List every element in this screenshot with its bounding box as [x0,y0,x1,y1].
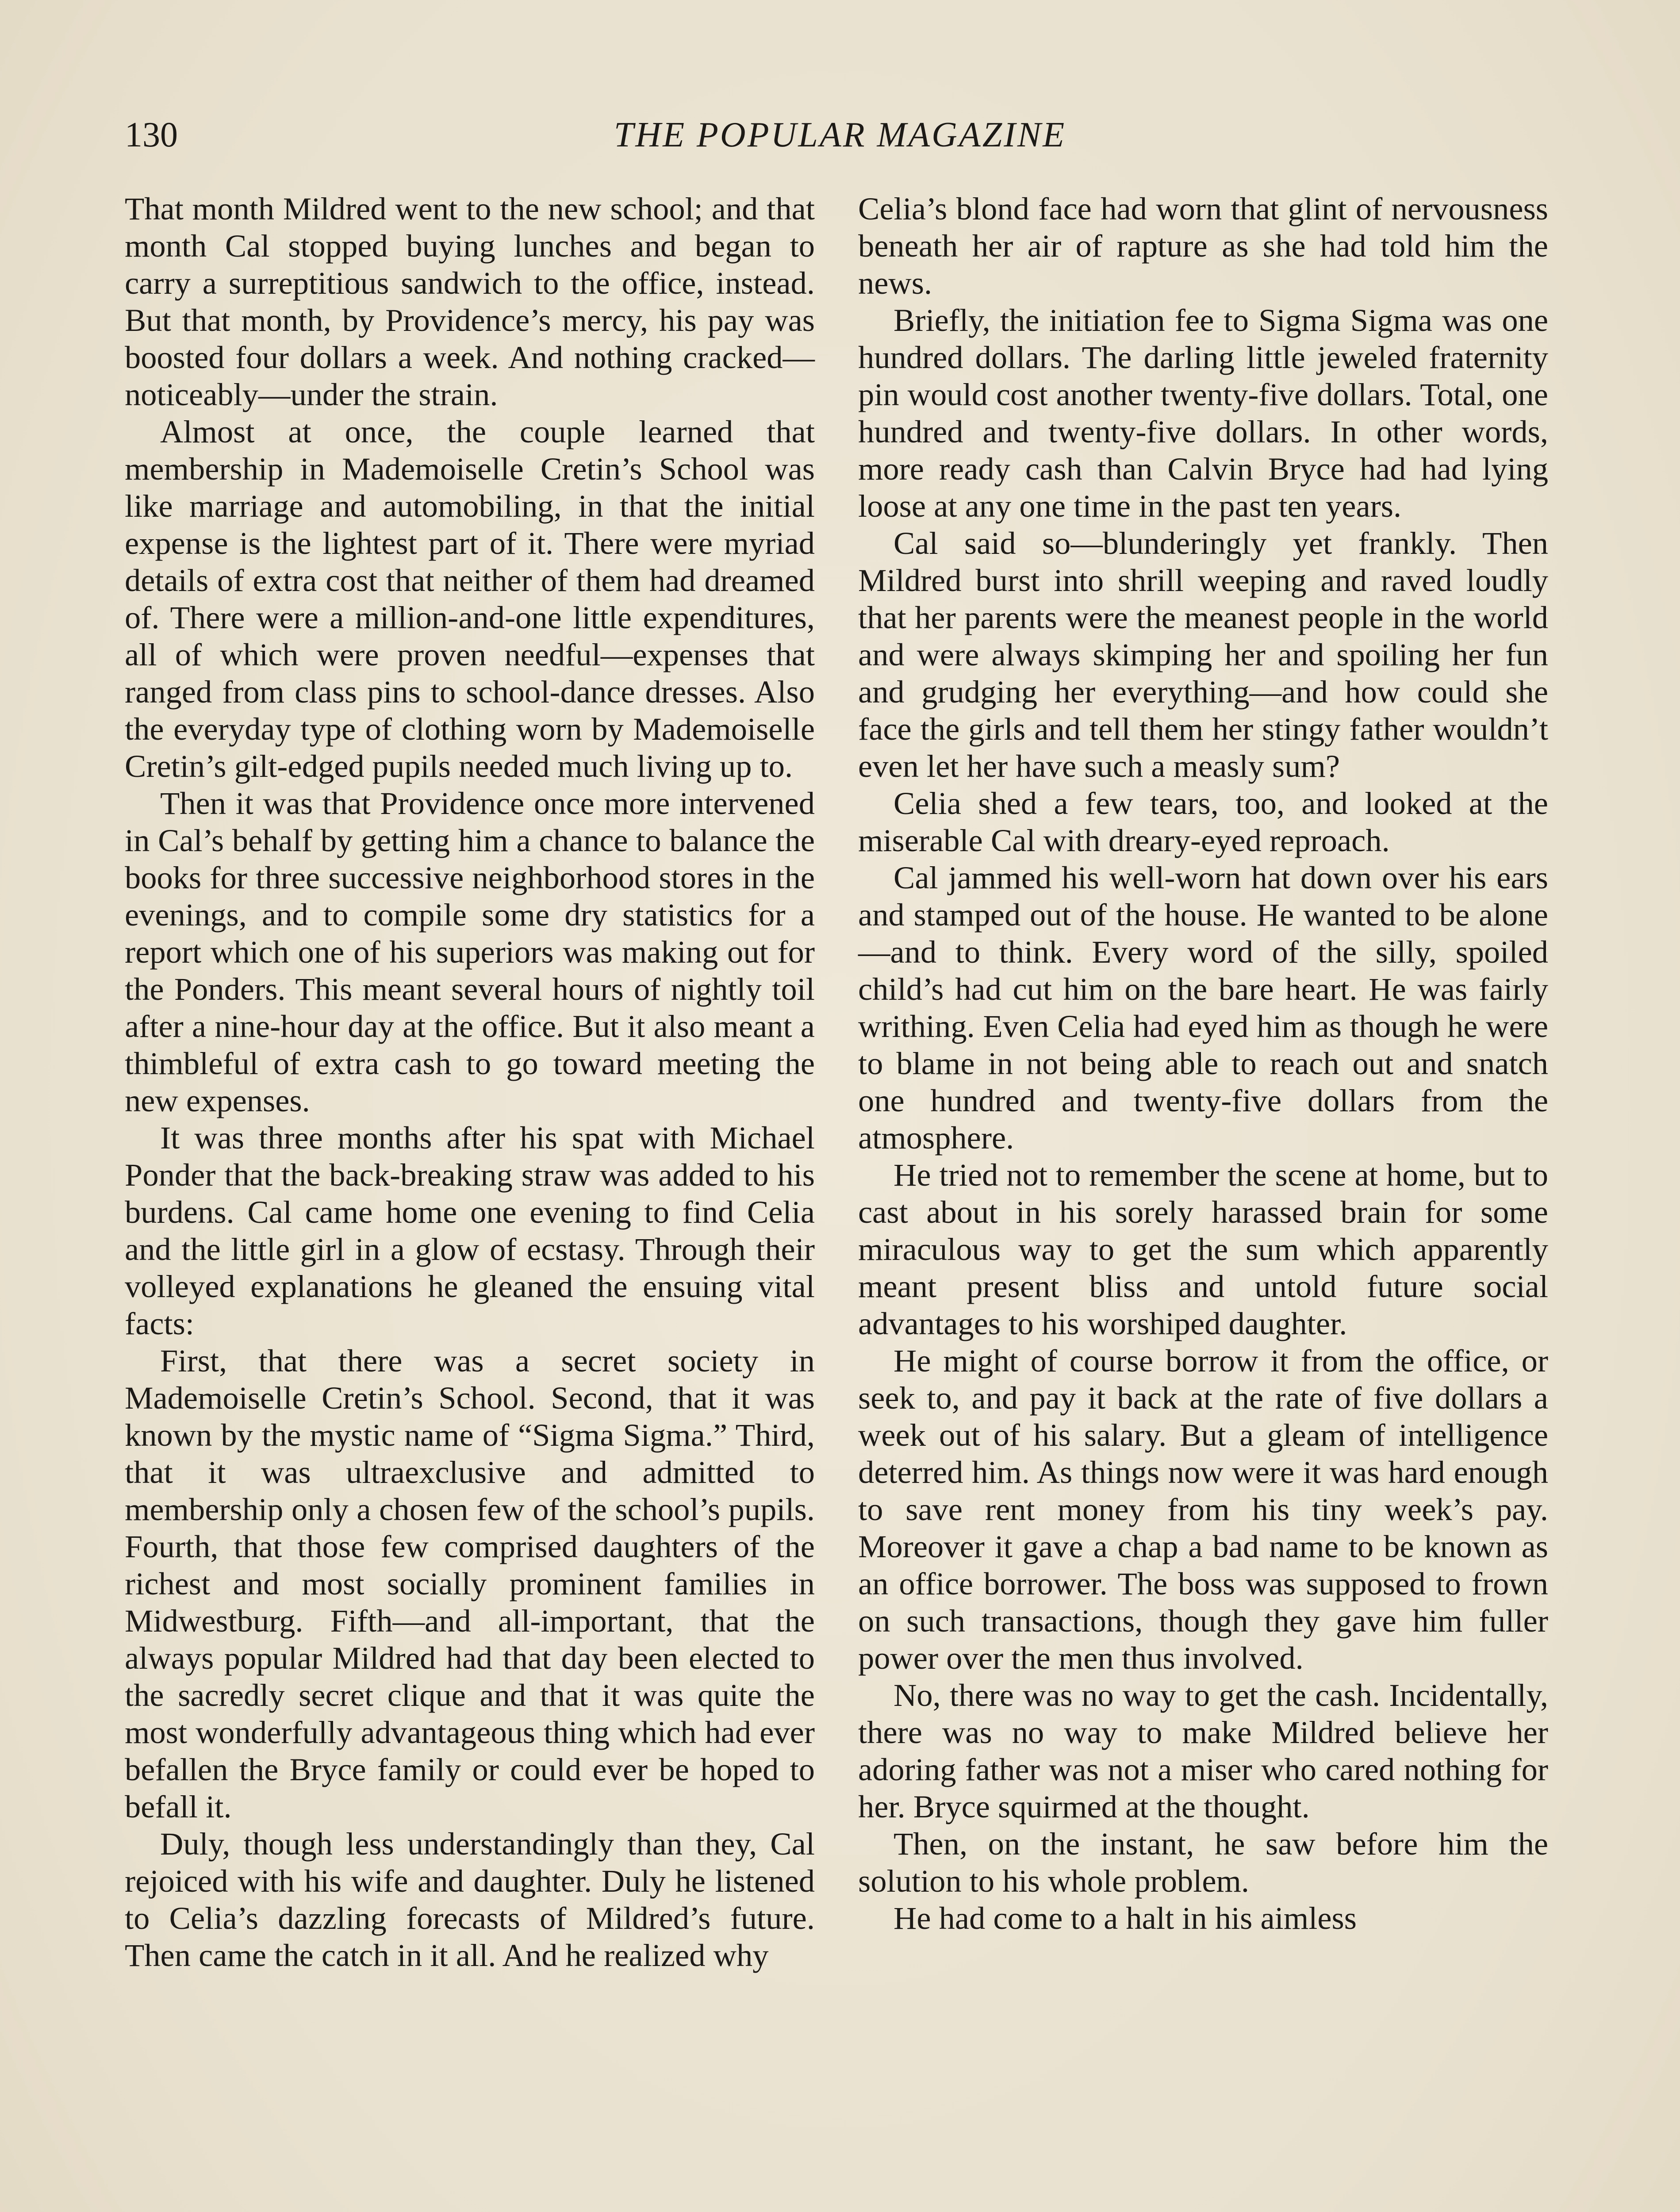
paragraph: Almost at once, the couple learned that membership in Mademoiselle Cretin’s School was like marriage and automobiling, in that the initial expense is the lightest part of it. There were myriad details of extra cost that neither of them had dreamed of. There were a million-and-one little expenditures, all of which were proven needful—expenses that ranged from class pins to school-dance dresses. Also the everyday type of clothing worn by Mademoiselle Cretin’s gilt-edged pupils needed much living up to. [125,414,815,784]
paragraph: Duly, though less understandingly than they, Cal rejoiced with his wife and daughter. Duly he listened to Celia’s dazzling forecasts of Mildred’s future. Then came the catch in it all. And he realized why [125,1826,815,1973]
paragraph: He had come to a halt in his aimless [894,1900,1357,1936]
paragraph: Celia’s blond face had worn that glint of nervousness beneath her air of rapture as she had told him the news. [858,191,1548,301]
left-column [125,190,815,1974]
paragraph: Then, on the instant, he saw before him the solution to his whole problem. [858,1826,1548,1899]
paragraph: Cal said so—blunderingly yet frankly. Then Mildred burst into shrill weeping and raved loudly that her parents were the meanest people in the world and were always skimping her and spoiling her fun and grudging her everything—and how could she face the girls and tell them her stingy father wouldn’t even let her have such a measly sum? [858,525,1548,784]
paragraph: He tried not to remember the scene at home, but to cast about in his sorely harassed brain for some miraculous way to get the sum which apparently meant present bliss and untold future social advantages to his worshiped daughter. [858,1157,1548,1341]
paragraph: It was three months after his spat with Michael Ponder that the back-breaking straw was added to his burdens. Cal came home one evening to find Celia and the little girl in a glow of ecstasy. Through their volleyed explanations he gleaned the ensuing vital facts: [125,1120,815,1341]
right-column [858,190,1548,1937]
page-number: 130 [125,115,178,154]
paragraph: Cal jammed his well-worn hat down over his ears and stamped out of the house. He wanted to be alone—and to think. Every word of the silly, spoiled child’s had cut him on the bare heart. He was fairly writhing. Even Celia had eyed him as though he were to blame in not being able to reach out and snatch one hundred and twenty-five dollars from the atmosphere. [858,860,1548,1156]
paragraph: That month Mildred went to the new school; and that month Cal stopped buying lunches and began to carry a surreptitious sandwich to the office, instead. But that month, by Providence’s mercy, his pay was boosted four dollars a week. And nothing cracked—noticeably—under the strain. [125,191,815,412]
paragraph: He might of course borrow it from the office, or seek to, and pay it back at the rate of five dollars a week out of his salary. But a gleam of intelligence deterred him. As things now were it was hard enough to save rent money from his tiny week’s pay. Moreover it gave a chap a bad name to be known as an office borrower. The boss was supposed to frown on such transactions, though they gave him fuller power over the men thus involved. [858,1343,1548,1676]
paragraph: First, that there was a secret society in Mademoiselle Cretin’s School. Second, that it was known by the mystic name of “Sigma Sigma.” Third, that it was ultraexclusive and admitted to membership only a chosen few of the school’s pupils. Fourth, that those few comprised daughters of the richest and most socially prominent families in Midwestburg. Fifth—and all-important, that the always popular Mildred had that day been elected to the sacredly secret clique and that it was quite the most wonderfully advantageous thing which had ever befallen the Bryce family or could ever be hoped to befall it. [125,1343,815,1824]
page-header [125,111,1555,159]
paragraph: No, there was no way to get the cash. Incidentally, there was no way to make Mildred believe her adoring father was not a miser who cared nothing for her. Bryce squirmed at the thought. [858,1677,1548,1824]
paragraph: Briefly, the initiation fee to Sigma Sigma was one hundred dollars. The darling little jeweled fraternity pin would cost another twenty-five dollars. Total, one hundred and twenty-five dollars. In other words, more ready cash than Calvin Bryce had had lying loose at any one time in the past ten years. [858,302,1548,524]
paragraph: Celia shed a few tears, too, and looked at the miserable Cal with dreary-eyed reproach. [858,785,1548,858]
paragraph: Then it was that Providence once more intervened in Cal’s behalf by getting him a chance to balance the books for three successive neighborhood stores in the evenings, and to compile some dry statistics for a report which one of his superiors was making out for the Ponders. This meant several hours of nightly toil after a nine-hour day at the office. But it also meant a thimbleful of extra cash to go toward meeting the new expenses. [125,785,815,1118]
running-title: THE POPULAR MAGAZINE [614,115,1066,154]
